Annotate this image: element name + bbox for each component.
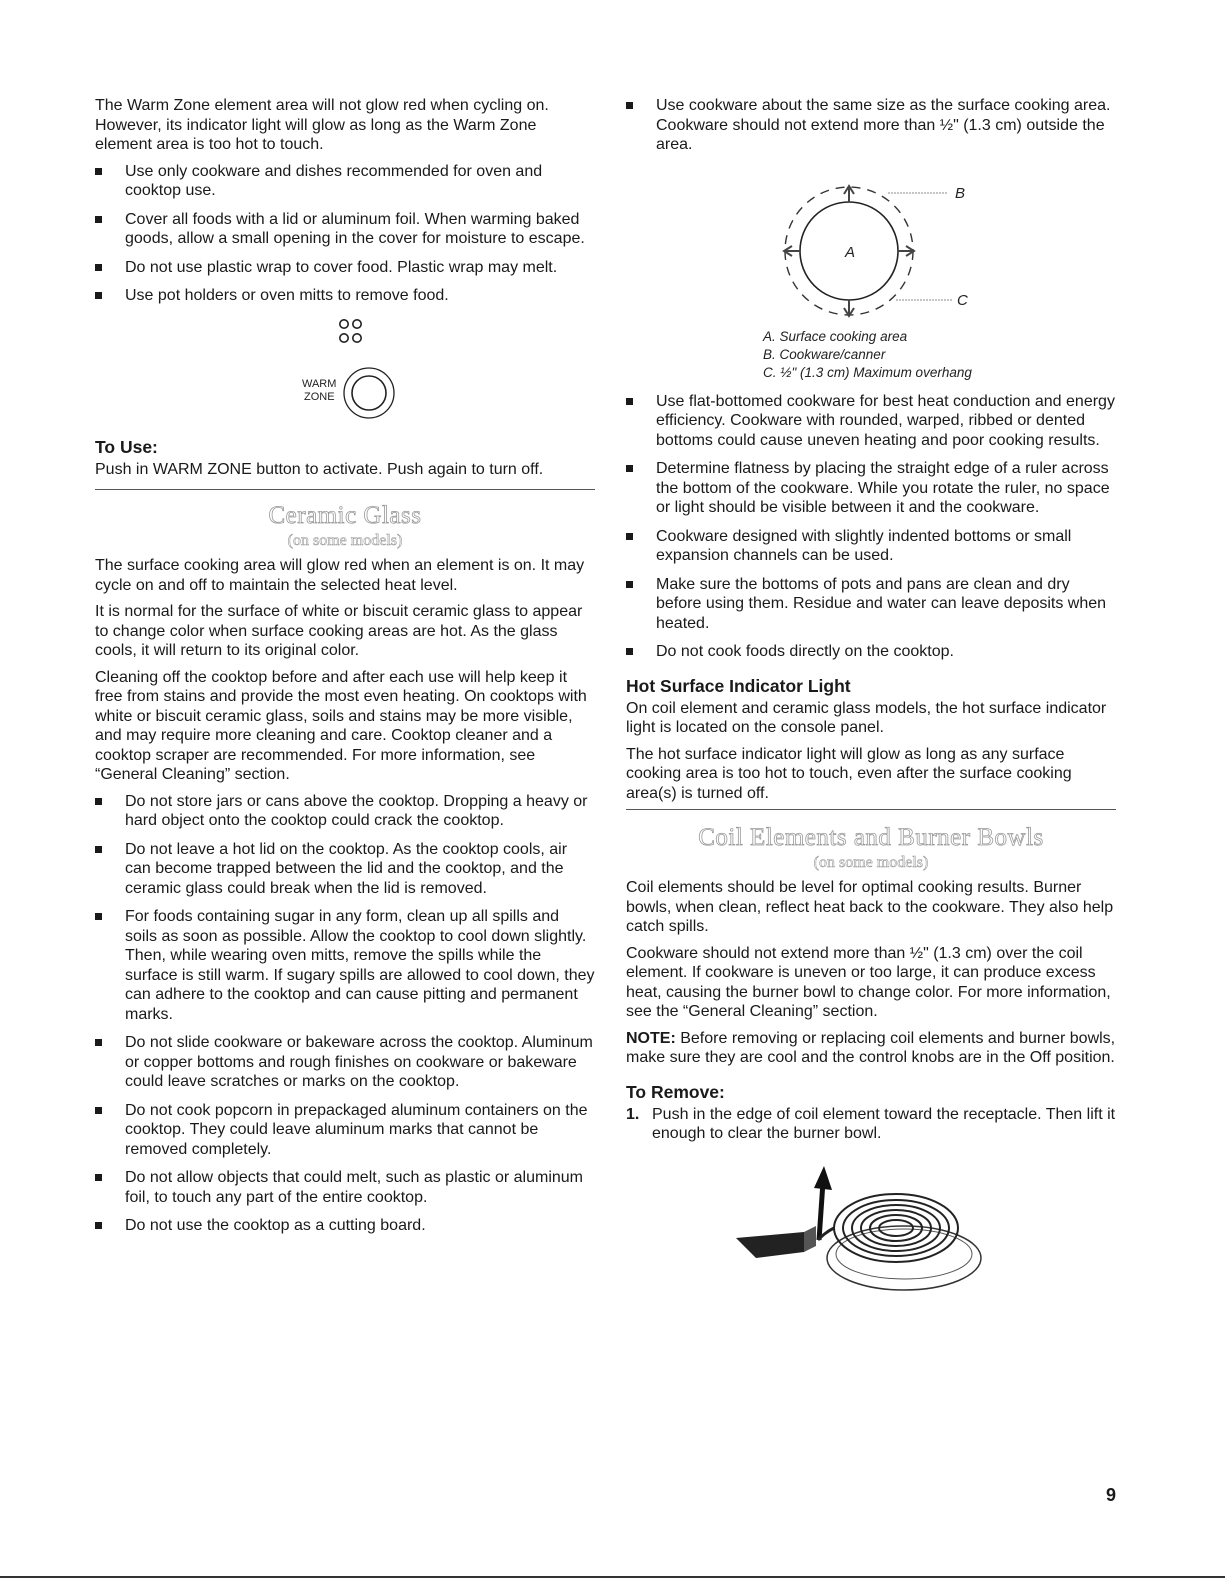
bullet-square-icon [95, 913, 102, 920]
caption-line: B. Cookware/canner [763, 346, 886, 362]
left-column [95, 96, 595, 1245]
coil-paragraph: Coil elements should be level for optimal cooking results. Burner bowls, when clean, reflect heat back to the cookware. They also help catch spills. [626, 879, 1114, 935]
bullet-square-icon [95, 1174, 102, 1181]
bullet-square-icon [626, 465, 633, 472]
ceramic-paragraph: The surface cooking area will glow red when an element is on. It may cycle on and off to maintain the selected heat level. [95, 557, 585, 594]
diagram-label-a: A [845, 243, 856, 261]
bullet-square-icon [95, 292, 102, 299]
list-item: Use pot holders or oven mitts to remove food. [95, 286, 595, 306]
list-item: For foods containing sugar in any form, clean up all spills and soils as soon as possible. Allow the cooktop to cool down slightly. Then, while wearing oven mitts, remove the spills while the surface is still warm. If sugary spills are allowed to cool down, they can adhere to the cooktop and can cause pitting and permanent marks. [95, 907, 595, 1024]
knob-label-warm: WARM [302, 377, 337, 390]
caption-line: A. Surface cooking area [763, 328, 908, 344]
right-column [626, 96, 1116, 1294]
list-item [626, 1105, 1116, 1144]
bullet-square-icon [95, 264, 102, 271]
list-item: Do not use the cooktop as a cutting board. [95, 1216, 595, 1236]
list-item: Determine flatness by placing the straight edge of a ruler across the bottom of the cookware. While you rotate the ruler, no space or light should be visible between it and the cookware. [626, 459, 1116, 518]
section-divider [95, 489, 595, 490]
bullet-square-icon [95, 168, 102, 175]
list-item: Do not allow objects that could melt, such as plastic or aluminum foil, to touch any part of the entire cooktop. [95, 1168, 595, 1207]
bullet-square-icon [95, 1039, 102, 1046]
coil-paragraph: Cookware should not extend more than ½" (1.3 cm) over the coil element. If cookware is uneven or too large, it can produce excess heat, causing the burner bowl to change color. For more information, see the “General Cleaning” section. [626, 944, 1111, 1020]
ceramic-paragraph: It is normal for the surface of white or biscuit ceramic glass to appear to change color when surface cooking areas are hot. As the glass cools, it will return to its original color. [95, 603, 583, 659]
diagram-captions [626, 328, 1116, 382]
hot-surface-heading: Hot Surface Indicator Light [626, 675, 851, 696]
caption-line: C. ½" (1.3 cm) Maximum overhang [763, 364, 972, 380]
to-use-heading: To Use: [95, 436, 158, 457]
hot-surface-paragraph: On coil element and ceramic glass models, the hot surface indicator light is located on the console panel. [626, 699, 1107, 736]
overhang-diagram [626, 164, 1116, 328]
coil-element-lift-icon [626, 1154, 1116, 1294]
page-number: 9 [1106, 1485, 1117, 1505]
list-item: Use cookware about the same size as the surface cooking area. Cookware should not extend more than ½" (1.3 cm) outside the area. [626, 96, 1116, 155]
note-paragraph [626, 1029, 1116, 1068]
ceramic-glass-title: Ceramic Glass [268, 502, 422, 529]
page-bottom-rule [0, 1576, 1225, 1578]
list-item: Do not cook foods directly on the cooktop. [626, 642, 1116, 662]
bullet-square-icon [95, 1107, 102, 1114]
warm-zone-bullet-list [95, 162, 595, 306]
to-remove-steps [626, 1105, 1116, 1144]
cookware-size-bullet [626, 96, 1116, 155]
bullet-square-icon [626, 398, 633, 405]
list-item: Use only cookware and dishes recommended for oven and cooktop use. [95, 162, 595, 201]
knob-label-zone: ZONE [304, 390, 335, 403]
coil-elements-title: Coil Elements and Burner Bowls [698, 824, 1044, 851]
list-item: Do not store jars or cans above the cooktop. Dropping a heavy or hard object onto the cooktop could crack the cooktop. [95, 792, 595, 831]
to-use-text: Push in WARM ZONE button to activate. Push again to turn off. [95, 460, 544, 478]
bullet-square-icon [626, 102, 633, 109]
cookware-bullet-list [626, 392, 1116, 662]
diagram-label-c: C [957, 291, 968, 309]
list-item: Do not use plastic wrap to cover food. Plastic wrap may melt. [95, 258, 595, 278]
note-text: Before removing or replacing coil elements and burner bowls, make sure they are cool and the control knobs are in the Off position. [626, 1029, 1116, 1066]
section-divider [626, 809, 1116, 810]
ceramic-paragraph: Cleaning off the cooktop before and after each use will help keep it free from stains and provide the most even heating. On cooktops with white or biscuit ceramic glass, soils and stains may be more visible, and may require more cleaning and care. Cooktop cleaner and a cooktop scraper are recommended. For more information, see “General Cleaning” section. [95, 668, 587, 783]
list-item: Do not cook popcorn in prepackaged aluminum containers on the cooktop. They could leave aluminum marks that cannot be removed completely. [95, 1101, 595, 1160]
cookware-overhang-diagram [626, 164, 1116, 328]
warm-zone-intro: The Warm Zone element area will not glow red when cycling on. However, its indicator light will glow as long as the Warm Zone element area is too hot to touch. [95, 97, 549, 153]
list-item: Cover all foods with a lid or aluminum foil. When warming baked goods, allow a small opening in the cover for moisture to escape. [95, 210, 595, 249]
hot-surface-paragraph: The hot surface indicator light will glow as long as any surface cooking area is too hot to touch, even after the surface cooking area(s) is turned off. [626, 745, 1072, 802]
list-item: Make sure the bottoms of pots and pans are clean and dry before using them. Residue and water can leave deposits when heated. [626, 575, 1116, 634]
diagram-label-b: B [955, 184, 966, 202]
step-number: 1. [626, 1105, 640, 1123]
bullet-square-icon [95, 216, 102, 223]
warm-zone-control-figure [95, 315, 595, 447]
bullet-square-icon [626, 533, 633, 540]
list-item: Use flat-bottomed cookware for best heat conduction and energy efficiency. Cookware with rounded, warped, ribbed or dented bottoms could cause uneven heating and poor cooking results. [626, 392, 1116, 451]
coil-removal-illustration [626, 1154, 1116, 1294]
bullet-square-icon [95, 1222, 102, 1229]
list-item: Do not leave a hot lid on the cooktop. As the cooktop cools, air can become trapped between the lid and the cooktop, and the ceramic glass could break when the lid is removed. [95, 840, 595, 899]
to-remove-heading: To Remove: [626, 1081, 725, 1102]
bullet-square-icon [95, 798, 102, 805]
list-item: Cookware designed with slightly indented bottoms or small expansion channels can be used. [626, 527, 1116, 566]
ceramic-glass-subtitle: (on some models) [287, 532, 403, 549]
coil-elements-subtitle: (on some models) [813, 854, 929, 871]
note-label: NOTE: [626, 1029, 676, 1047]
bullet-square-icon [626, 648, 633, 655]
warm-zone-knob-icon [95, 315, 595, 447]
bullet-square-icon [95, 846, 102, 853]
bullet-square-icon [626, 581, 633, 588]
step-text: Push in the edge of coil element toward the receptacle. Then lift it enough to clear the burner bowl. [652, 1105, 1116, 1142]
ceramic-bullet-list [95, 792, 595, 1236]
list-item: Do not slide cookware or bakeware across the cooktop. Aluminum or copper bottoms and rough finishes on cookware or bakeware could leave scratches or marks on the cooktop. [95, 1033, 595, 1092]
